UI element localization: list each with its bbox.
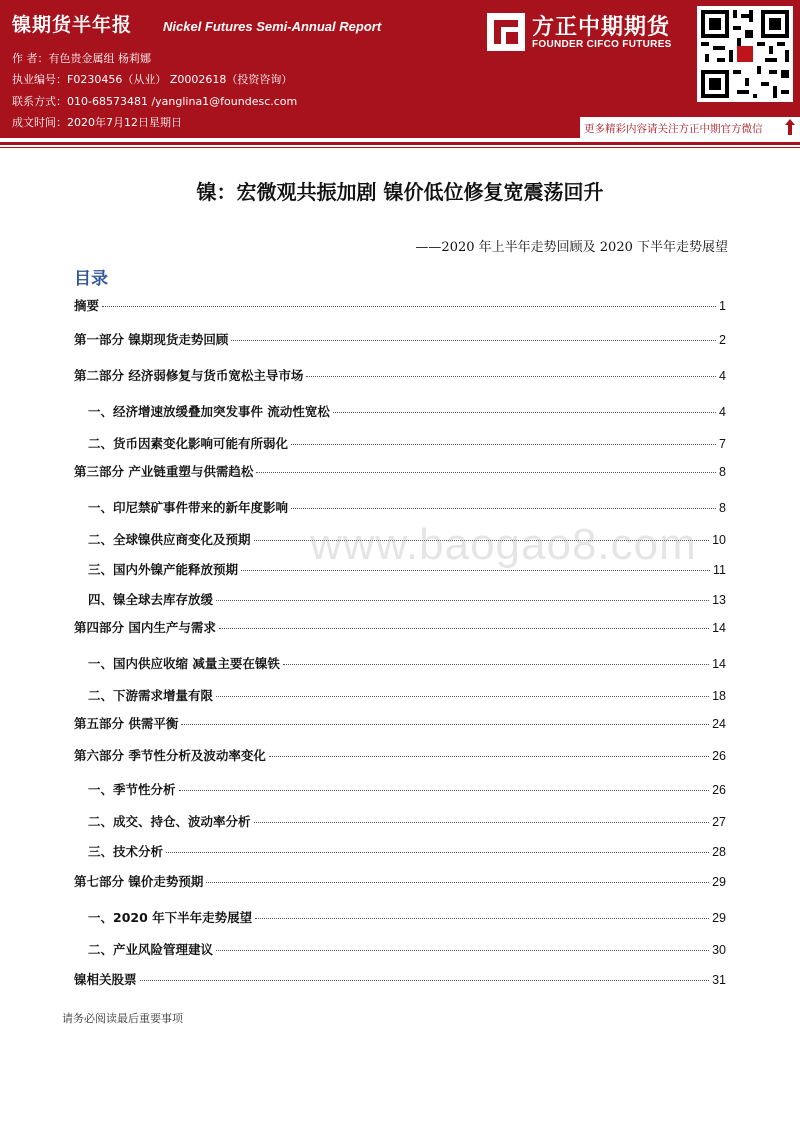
toc-entry-label: 镍相关股票 (74, 972, 137, 987)
toc-entry-label: 第六部分 季节性分析及波动率变化 (74, 748, 266, 763)
toc-entry-label: 四、镍全球去库存放缓 (88, 592, 214, 607)
toc-entry-label: 一、国内供应收缩 减量主要在镍铁 (88, 656, 280, 671)
toc-entry-page: 4 (719, 405, 726, 419)
brand-block (486, 8, 696, 56)
toc-entry-page: 28 (712, 845, 726, 859)
toc-entry-label: 摘要 (74, 298, 100, 313)
license-line: 执业编号：F0230456（从业） Z0002618（投资咨询） (12, 73, 293, 86)
toc-entry-label: 第一部分 镍期现货走势回顾 (74, 332, 229, 347)
toc-entry[interactable] (74, 618, 726, 638)
toc-entry-page: 14 (712, 621, 726, 635)
toc-entry[interactable] (74, 462, 726, 482)
toc-entry[interactable] (74, 812, 726, 832)
toc-entry-label: 三、技术分析 (88, 844, 164, 859)
toc-entry-page: 31 (712, 973, 726, 987)
toc-entry-label: 一、季节性分析 (88, 782, 176, 797)
brand-name-en: FOUNDER CIFCO FUTURES (532, 39, 672, 50)
brand-name-zh: 方正中期期货 (532, 15, 671, 40)
follow-wechat-text: 更多精彩内容请关注方正中期官方微信 (584, 123, 763, 135)
toc-dot-leader (102, 306, 716, 307)
toc-dot-leader (216, 600, 709, 601)
toc-entry[interactable] (74, 970, 726, 990)
toc-entry-label: 一、印尼禁矿事件带来的新年度影响 (88, 500, 289, 515)
toc-dot-leader (216, 696, 709, 697)
toc-entry-page: 29 (712, 875, 726, 889)
toc-dot-leader (140, 980, 710, 981)
toc-entry[interactable] (74, 402, 726, 422)
toc-entry[interactable] (74, 714, 726, 734)
report-title-zh: 镍期货半年报 (12, 14, 133, 36)
toc-entry[interactable] (74, 654, 726, 674)
toc-entry-page: 8 (719, 501, 726, 515)
toc-dot-leader (291, 444, 716, 445)
toc-entry-page: 26 (712, 783, 726, 797)
toc-entry-page: 4 (719, 369, 726, 383)
toc-entry-label: 第五部分 供需平衡 (74, 716, 179, 731)
toc-dot-leader (166, 852, 709, 853)
toc-entry-label: 第七部分 镍价走势预期 (74, 874, 204, 889)
author-line: 作 者：有色贵金属组 杨莉娜 (12, 52, 151, 65)
toc-dot-leader (291, 508, 716, 509)
toc-entry-label: 一、2020 年下半年走势展望 (88, 910, 253, 925)
toc-entry-page: 1 (719, 299, 726, 313)
toc-entry[interactable] (74, 296, 726, 316)
qr-code-icon (697, 6, 793, 102)
toc-dot-leader (219, 628, 709, 629)
toc-dot-leader (206, 882, 709, 883)
toc-entry-page: 7 (719, 437, 726, 451)
toc-entry[interactable] (74, 746, 726, 766)
toc-entry[interactable] (74, 940, 726, 960)
watermark: www.baogao8.com (310, 520, 697, 569)
header-divider (0, 142, 800, 145)
toc-dot-leader (283, 664, 709, 665)
page-subtitle: ——2020 年上半年走势回顾及 2020 下半年走势展望 (415, 240, 728, 255)
toc-entry-page: 27 (712, 815, 726, 829)
toc-entry[interactable] (74, 908, 726, 928)
toc-entry[interactable] (74, 686, 726, 706)
toc-entry-label: 二、全球镍供应商变化及预期 (88, 532, 251, 547)
toc-dot-leader (306, 376, 716, 377)
contact-line: 联系方式：010-68573481 /yanglina1@foundesc.com (12, 95, 298, 108)
toc-entry-page: 29 (712, 911, 726, 925)
header-divider-thin (0, 147, 800, 148)
toc-entry[interactable] (74, 498, 726, 518)
toc-entry-label: 二、货币因素变化影响可能有所弱化 (88, 436, 289, 451)
toc-entry-page: 13 (712, 593, 726, 607)
toc-entry[interactable] (74, 366, 726, 386)
toc-entry-page: 2 (719, 333, 726, 347)
report-header (0, 0, 800, 138)
toc-entry-page: 11 (713, 563, 726, 577)
toc-entry[interactable] (74, 842, 726, 862)
toc-entry-label: 三、国内外镍产能释放预期 (88, 562, 239, 577)
toc-entry-label: 第二部分 经济弱修复与货币宽松主导市场 (74, 368, 304, 383)
toc-entry-label: 二、下游需求增量有限 (88, 688, 214, 703)
toc-entry-label: 第四部分 国内生产与需求 (74, 620, 216, 635)
toc-entry[interactable] (74, 590, 726, 610)
toc-entry-page: 26 (712, 749, 726, 763)
toc-dot-leader (333, 412, 716, 413)
toc-entry-page: 30 (712, 943, 726, 957)
toc-dot-leader (179, 790, 710, 791)
toc-dot-leader (216, 950, 709, 951)
toc-dot-leader (269, 756, 709, 757)
toc-dot-leader (256, 472, 716, 473)
toc-entry[interactable] (74, 330, 726, 350)
founder-logo-icon (486, 12, 526, 52)
toc-dot-leader (254, 822, 710, 823)
arrow-up-icon (784, 118, 796, 136)
date-line: 成文时间：2020年7月12日星期日 (12, 116, 182, 129)
toc-dot-leader (241, 570, 710, 571)
toc-entry-page: 24 (712, 717, 726, 731)
toc-entry-label: 第三部分 产业链重塑与供需趋松 (74, 464, 254, 479)
toc-dot-leader (231, 340, 716, 341)
toc-entry[interactable] (74, 872, 726, 892)
toc-entry-page: 18 (712, 689, 726, 703)
toc-dot-leader (181, 724, 709, 725)
page-title: 镍：宏微观共振加剧 镍价低位修复宽震荡回升 (196, 180, 604, 204)
toc-entry-page: 8 (719, 465, 726, 479)
toc-entry-label: 二、成交、持仓、波动率分析 (88, 814, 251, 829)
toc-entry-page: 14 (712, 657, 726, 671)
toc-entry-page: 10 (712, 533, 726, 547)
toc-entry[interactable] (74, 780, 726, 800)
toc-entry-label: 一、经济增速放缓叠加突发事件 流动性宽松 (88, 404, 330, 419)
toc-entry[interactable] (74, 434, 726, 454)
toc-entry-label: 二、产业风险管理建议 (88, 942, 214, 957)
toc-heading: 目录 (74, 269, 108, 289)
footer-note: 请务必阅读最后重要事项 (62, 1012, 183, 1025)
follow-wechat-bar (580, 117, 800, 138)
report-title-en: Nickel Futures Semi-Annual Report (163, 19, 382, 34)
toc-dot-leader (255, 918, 709, 919)
